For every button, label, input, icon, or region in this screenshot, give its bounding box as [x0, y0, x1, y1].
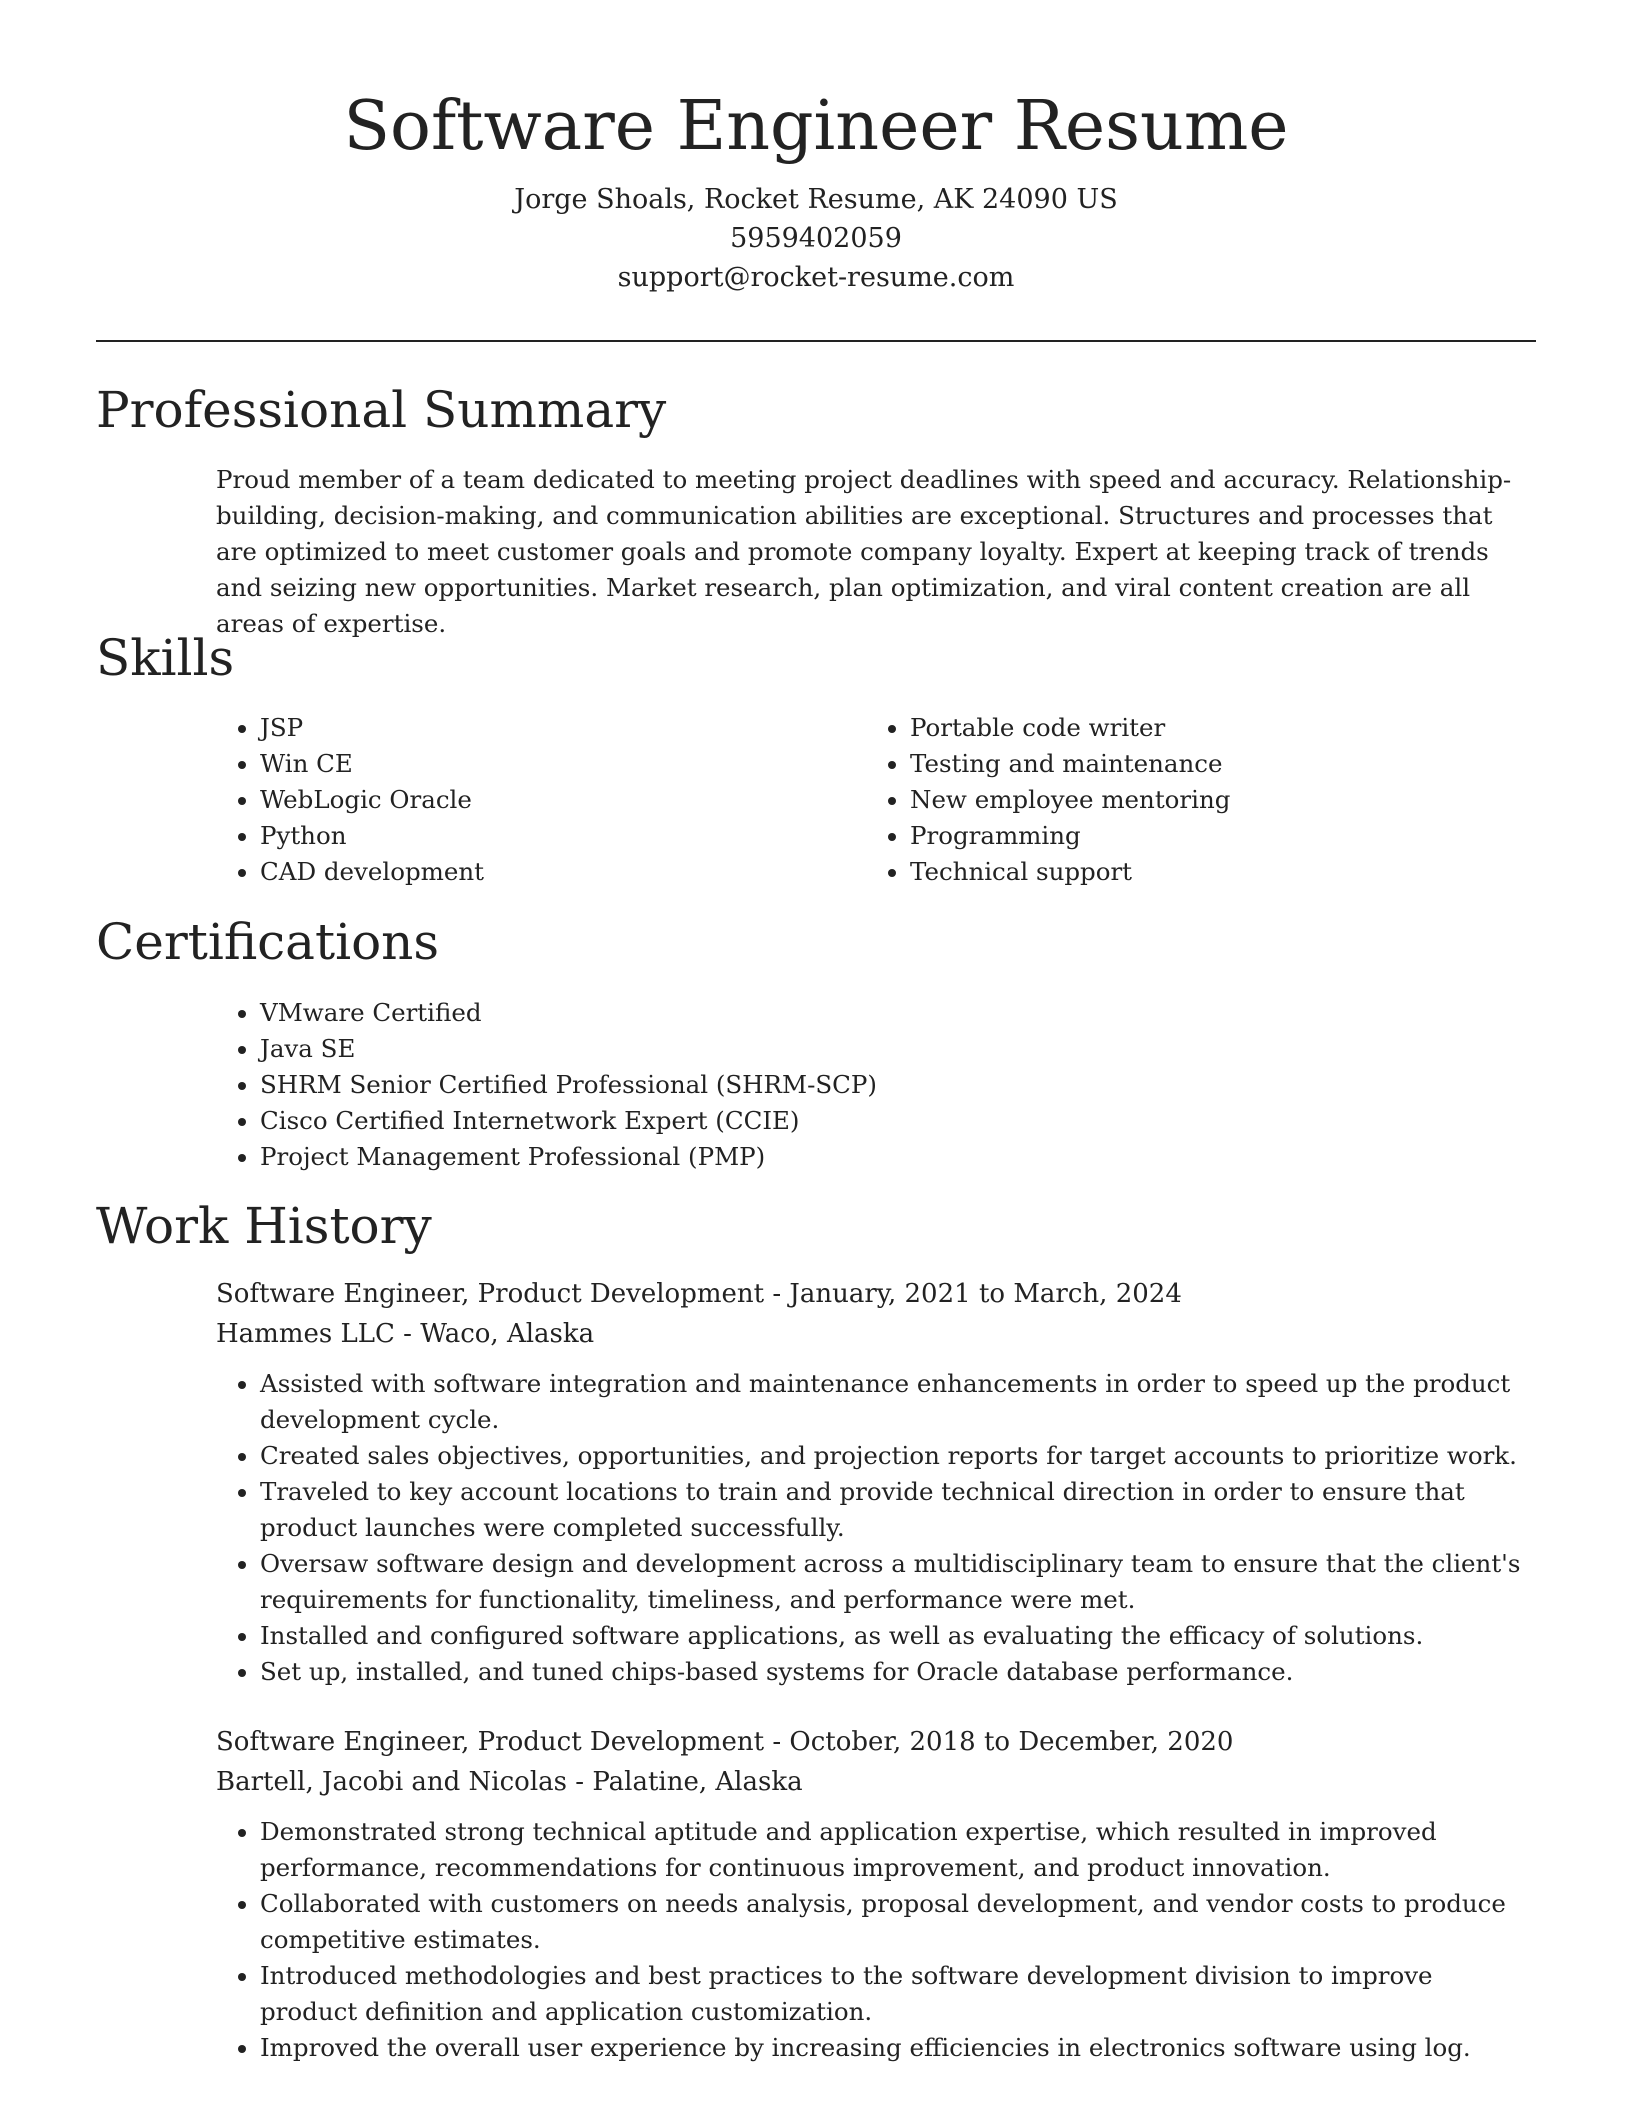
- skill-item: • New employee mentoring: [910, 782, 1466, 818]
- skill-item: • CAD development: [260, 854, 816, 890]
- job-company: Hammes LLC: [216, 1319, 395, 1349]
- skill-item: • Programming: [910, 818, 1466, 854]
- certification-item: • Cisco Certified Internetwork Expert (CCIE): [260, 1103, 1416, 1139]
- job-bullets: [216, 1814, 1536, 2066]
- job-dates: January, 2021 to March, 2024: [789, 1279, 1182, 1309]
- skill-item: • WebLogic Oracle: [260, 782, 816, 818]
- skill-item: • Win CE: [260, 746, 816, 782]
- contact-phone: 5959402059: [730, 223, 902, 254]
- certification-item: • Java SE: [260, 1031, 1416, 1067]
- job-bullet: • Installed and configured software applications, as well as evaluating the efficacy of solutions.: [260, 1618, 1536, 1654]
- job-entry: [216, 1722, 1536, 2066]
- certification-item: • VMware Certified: [260, 995, 1416, 1031]
- job-entry: [216, 1274, 1536, 1690]
- summary-text: Proud member of a team dedicated to meeting project deadlines with speed and accuracy. Relationship-building, decision-making, and communication abilities are exceptional. Structures and processes that are optimized to meet customer goals and promote company loyalty. Expert at keeping track of trends and seizing new opportunities. Market research, plan optimization, and viral content creation are all areas of expertise.: [216, 465, 1512, 638]
- job-bullet: • Set up, installed, and tuned chips-based systems for Oracle database performance.: [260, 1654, 1536, 1690]
- job-dates: October, 2018 to December, 2020: [789, 1727, 1234, 1757]
- job-company-line: Hammes LLC - Waco, Alaska: [216, 1319, 595, 1349]
- job-title-line: Software Engineer, Product Development - October, 2018 to December, 2020: [216, 1727, 1234, 1757]
- header-divider: [96, 340, 1536, 342]
- resume-title: Software Engineer Resume: [343, 87, 1289, 166]
- job-company-line: Bartell, Jacobi and Nicolas - Palatine, Alaska: [216, 1767, 803, 1797]
- resume-header: [0, 0, 1632, 297]
- certification-item: • Project Management Professional (PMP): [260, 1139, 1416, 1175]
- contact-email: support@rocket-resume.com: [617, 262, 1015, 293]
- skill-item: • Portable code writer: [910, 710, 1466, 746]
- job-title: Software Engineer, Product Development: [216, 1279, 765, 1309]
- job-title-line: Software Engineer, Product Development - January, 2021 to March, 2024: [216, 1279, 1182, 1309]
- job-bullet: • Introduced methodologies and best practices to the software development division to improve product definition and application customization.: [260, 1958, 1536, 2030]
- skill-item: • Testing and maintenance: [910, 746, 1466, 782]
- skills-heading: Skills: [96, 629, 235, 687]
- skills-list-left: [216, 710, 816, 890]
- job-bullet: • Assisted with software integration and maintenance enhancements in order to speed up the product development cycle.: [260, 1366, 1536, 1438]
- certifications-heading: Certifications: [96, 913, 440, 971]
- contact-address: Jorge Shoals, Rocket Resume, AK 24090 US: [514, 184, 1118, 215]
- skill-item: • Python: [260, 818, 816, 854]
- contact-info: [0, 180, 1632, 297]
- job-title: Software Engineer, Product Development: [216, 1727, 765, 1757]
- skills-list-right: [866, 710, 1466, 890]
- certifications-list: [216, 995, 1416, 1175]
- job-bullet: • Demonstrated strong technical aptitude and application expertise, which resulted in improved performance, recommendations for continuous improvement, and product innovation.: [260, 1814, 1536, 1886]
- job-location: Palatine, Alaska: [592, 1767, 803, 1797]
- job-bullet: • Traveled to key account locations to train and provide technical direction in order to ensure that product launches were completed successfully.: [260, 1474, 1536, 1546]
- summary-heading: Professional Summary: [96, 381, 667, 439]
- skill-item: • JSP: [260, 710, 816, 746]
- job-bullet: • Collaborated with customers on needs analysis, proposal development, and vendor costs to produce competitive estimates.: [260, 1886, 1536, 1958]
- job-bullets: [216, 1366, 1536, 1690]
- job-bullet: • Created sales objectives, opportunities, and projection reports for target accounts to prioritize work.: [260, 1438, 1536, 1474]
- work-history-heading: Work History: [96, 1197, 432, 1255]
- certification-item: • SHRM Senior Certified Professional (SHRM-SCP): [260, 1067, 1416, 1103]
- job-company: Bartell, Jacobi and Nicolas: [216, 1767, 567, 1797]
- skill-item: • Technical support: [910, 854, 1466, 890]
- job-bullet: • Oversaw software design and development across a multidisciplinary team to ensure that the client's requirements for functionality, timeliness, and performance were met.: [260, 1546, 1536, 1618]
- job-location: Waco, Alaska: [420, 1319, 595, 1349]
- job-bullet: • Improved the overall user experience by increasing efficiencies in electronics software using log.: [260, 2030, 1536, 2066]
